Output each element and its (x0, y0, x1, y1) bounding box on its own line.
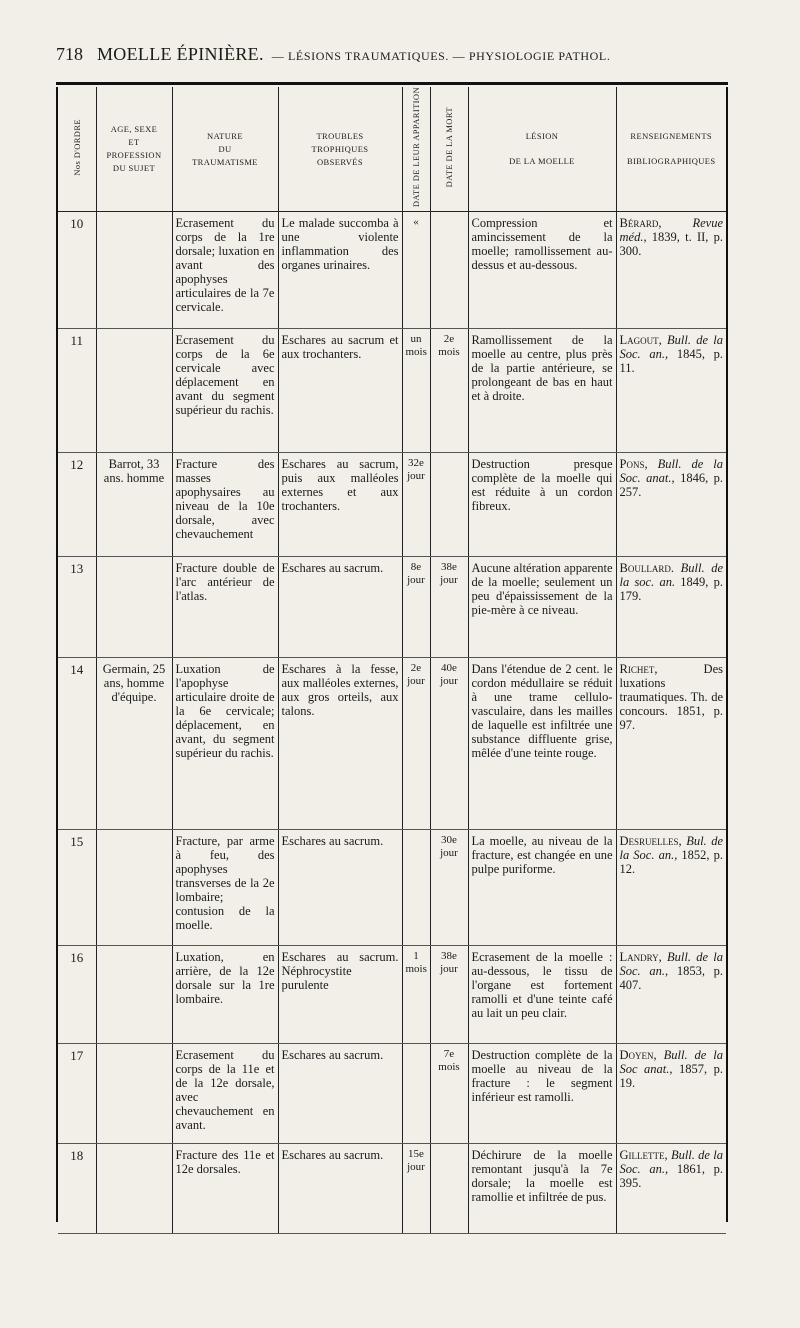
table-row (58, 658, 726, 830)
table-row (58, 212, 726, 329)
table-row (58, 830, 726, 946)
date-death: 38e jour (430, 557, 468, 658)
spinal-lesion: Compression et amincissement de la moelle; ramollissement au-dessus et au-dessous. (468, 212, 616, 329)
trophic-troubles: Eschares au sacrum. (278, 557, 402, 658)
spinal-lesion: Destruction complète de la moelle au niveau de la fracture : le segment inférieur est ramolli. (468, 1044, 616, 1144)
date-death: 40e jour (430, 658, 468, 830)
running-header (56, 44, 726, 72)
spinal-lesion: Ecrasement de la moelle : au-dessous, le tissu de l'organe est fortement ramolli et d'une teinte café au lait un peu clair. (468, 946, 616, 1044)
bibliographic-reference (616, 557, 726, 658)
reference-details: Des luxations traumatiques. Th. de concours. 1851, p. 97. (619, 662, 723, 733)
trophic-troubles: Eschares à la fesse, aux malléoles externes, aux gros orteils, aux talons. (278, 658, 402, 830)
spinal-lesion: Ramollissement de la moelle au centre, plus près de la partie antérieure, se prolongeant de bas en haut et à droite. (468, 329, 616, 453)
case-number: 16 (58, 946, 96, 1044)
header-rule (56, 82, 728, 85)
date-death: 38e jour (430, 946, 468, 1044)
spinal-lesion: Aucune altération apparente de la moelle; seulement un peu d'épaississement de la pie-mère à ce niveau. (468, 557, 616, 658)
trauma-nature: Ecrasement du corps de la 1re dorsale; luxation en avant des apophyses articulaires de la 7e cervicale. (172, 212, 278, 329)
reference-author: Pons, (619, 457, 648, 472)
reference-details: 1852, p. 12. (619, 848, 724, 877)
col-header-renseignements: RENSEIGNEMENTS BIBLIOGRAPHIQUES (616, 87, 726, 212)
subject-info (96, 212, 172, 329)
trauma-nature: Fracture des masses apophysaires au niveau de la 10e dorsale, avec chevauchement (172, 453, 278, 557)
col-header-age: AGE, SEXE ET PROFESSION DU SUJET (96, 87, 172, 212)
reference-journal: Bull. de la Soc. an., (619, 950, 723, 979)
reference-journal: Revue méd., (619, 216, 723, 245)
trophic-troubles: Eschares au sacrum. (278, 830, 402, 946)
trauma-nature: Ecrasement du corps de la 6e cervicale avec déplacement en avant du segment supérieur du rachis. (172, 329, 278, 453)
date-death: 30e jour (430, 830, 468, 946)
date-apparition: 32e jour (402, 453, 430, 557)
trophic-troubles: Eschares au sacrum. (278, 1044, 402, 1144)
bibliographic-reference (616, 1044, 726, 1144)
reference-details: 1839, t. II, p. 300. (619, 230, 723, 259)
reference-author: Gillette, (619, 1148, 668, 1163)
date-apparition (402, 830, 430, 946)
subject-info: Barrot, 33 ans. homme (96, 453, 172, 557)
reference-author: Landry, (619, 950, 662, 965)
reference-journal: Bull. de la soc. an. (619, 561, 723, 590)
spinal-lesion: Destruction presque complète de la moelle qui est réduite à un cordon fibreux. (468, 453, 616, 557)
case-number: 12 (58, 453, 96, 557)
date-apparition: 8e jour (402, 557, 430, 658)
subject-info (96, 1044, 172, 1144)
case-rows (58, 212, 726, 1234)
date-apparition: « (402, 212, 430, 329)
date-apparition (402, 1044, 430, 1144)
case-number: 17 (58, 1044, 96, 1144)
bibliographic-reference (616, 946, 726, 1044)
bibliographic-reference (616, 1144, 726, 1234)
trophic-troubles: Eschares au sacrum. Néphrocystite purulente (278, 946, 402, 1044)
trophic-troubles: Eschares au sacrum, puis aux malléoles externes et aux trochanters. (278, 453, 402, 557)
case-table (58, 87, 726, 1234)
date-death (430, 1144, 468, 1234)
reference-details: 1857, p. 19. (619, 1062, 724, 1091)
running-subtitle: — LÉSIONS TRAUMATIQUES. — PHYSIOLOGIE PATHOL. (271, 49, 611, 63)
date-death (430, 212, 468, 329)
date-apparition: 1 mois (402, 946, 430, 1044)
date-apparition: 15e jour (402, 1144, 430, 1234)
page-number: 718 (56, 44, 83, 64)
trophic-troubles: Le malade succomba à une violente inflammation des organes urinaires. (278, 212, 402, 329)
date-death: 2e mois (430, 329, 468, 453)
col-header-num: Nos D'ORDRE (58, 87, 96, 212)
spinal-lesion: Dans l'étendue de 2 cent. le cordon médullaire se réduit à une trame cellulo-vasculaire, dans les mailles de laquelle est infiltrée une substance diffluente grise, mêlée d'une teinte rouge. (468, 658, 616, 830)
col-header-date-apparition: DATE DE LEUR APPARITION (402, 87, 430, 212)
table-row (58, 557, 726, 658)
bibliographic-reference (616, 212, 726, 329)
trauma-nature: Fracture des 11e et 12e dorsales. (172, 1144, 278, 1234)
trophic-troubles: Eschares au sacrum. (278, 1144, 402, 1234)
trauma-nature: Luxation de l'apophyse articulaire droite de la 6e cervicale; déplacement, en avant, du segment supérieur du rachis. (172, 658, 278, 830)
bibliographic-reference (616, 329, 726, 453)
case-number: 13 (58, 557, 96, 658)
subject-info (96, 1144, 172, 1234)
reference-author: Lagout, (619, 333, 662, 348)
reference-author: Doyen, (619, 1048, 657, 1063)
reference-details: 1849, p. 179. (619, 575, 724, 604)
spinal-lesion: La moelle, au niveau de la fracture, est changée en une pulpe puriforme. (468, 830, 616, 946)
reference-details: 1853, p. 407. (619, 964, 723, 993)
reference-author: Desruelles, (619, 834, 682, 849)
reference-journal: Bul. de la Soc. an., (619, 834, 723, 863)
reference-journal: Bull. de la Soc anat., (619, 1048, 723, 1077)
col-header-nature: NATURE DU TRAUMATISME (172, 87, 278, 212)
case-number: 10 (58, 212, 96, 329)
reference-details: 1845, p. 11. (619, 347, 723, 376)
subject-info: Germain, 25 ans, homme d'équipe. (96, 658, 172, 830)
spinal-lesion: Déchirure de la moelle remontant jusqu'à la 7e dorsale; la moelle est ramollie et infiltrée de pus. (468, 1144, 616, 1234)
reference-journal: Bull. de la Soc. an., (619, 333, 723, 362)
reference-author: Bérard, (619, 216, 662, 231)
date-apparition: un mois (402, 329, 430, 453)
reference-journal: Bull. de la Soc. anat., (619, 457, 724, 486)
bibliographic-reference (616, 830, 726, 946)
table-row (58, 1044, 726, 1144)
subject-info (96, 830, 172, 946)
reference-journal: Bull. de la Soc. an., (619, 1148, 723, 1177)
case-number: 14 (58, 658, 96, 830)
date-death (430, 453, 468, 557)
bibliographic-reference (616, 453, 726, 557)
reference-author: Richet, (619, 662, 658, 677)
subject-info (96, 557, 172, 658)
case-number: 18 (58, 1144, 96, 1234)
case-number: 11 (58, 329, 96, 453)
date-death: 7e mois (430, 1044, 468, 1144)
trauma-nature: Fracture double de l'arc antérieur de l'atlas. (172, 557, 278, 658)
date-apparition: 2e jour (402, 658, 430, 830)
case-table-frame (56, 87, 728, 1222)
reference-details: 1861, p. 395. (619, 1162, 723, 1191)
col-header-date-mort: DATE DE LA MORT (430, 87, 468, 212)
reference-author: Boullard. (619, 561, 674, 576)
trauma-nature: Fracture, par arme à feu, des apophyses transverses de la 2e lombaire; contusion de la moelle. (172, 830, 278, 946)
bibliographic-reference (616, 658, 726, 830)
trauma-nature: Ecrasement du corps de la 11e et de la 12e dorsale, avec chevauchement en avant. (172, 1044, 278, 1144)
subject-info (96, 329, 172, 453)
col-header-troubles: TROUBLES TROPHIQUES OBSERVÉS (278, 87, 402, 212)
case-number: 15 (58, 830, 96, 946)
table-row (58, 453, 726, 557)
trauma-nature: Luxation, en arrière, de la 12e dorsale sur la 1re lombaire. (172, 946, 278, 1044)
running-title: MOELLE ÉPINIÈRE. (97, 44, 264, 64)
table-row (58, 329, 726, 453)
table-header-row (58, 87, 726, 212)
subject-info (96, 946, 172, 1044)
trophic-troubles: Eschares au sacrum et aux trochanters. (278, 329, 402, 453)
reference-details: 1846, p. 257. (619, 471, 724, 500)
col-header-lesion: LÉSION DE LA MOELLE (468, 87, 616, 212)
table-row (58, 946, 726, 1044)
table-row (58, 1144, 726, 1234)
